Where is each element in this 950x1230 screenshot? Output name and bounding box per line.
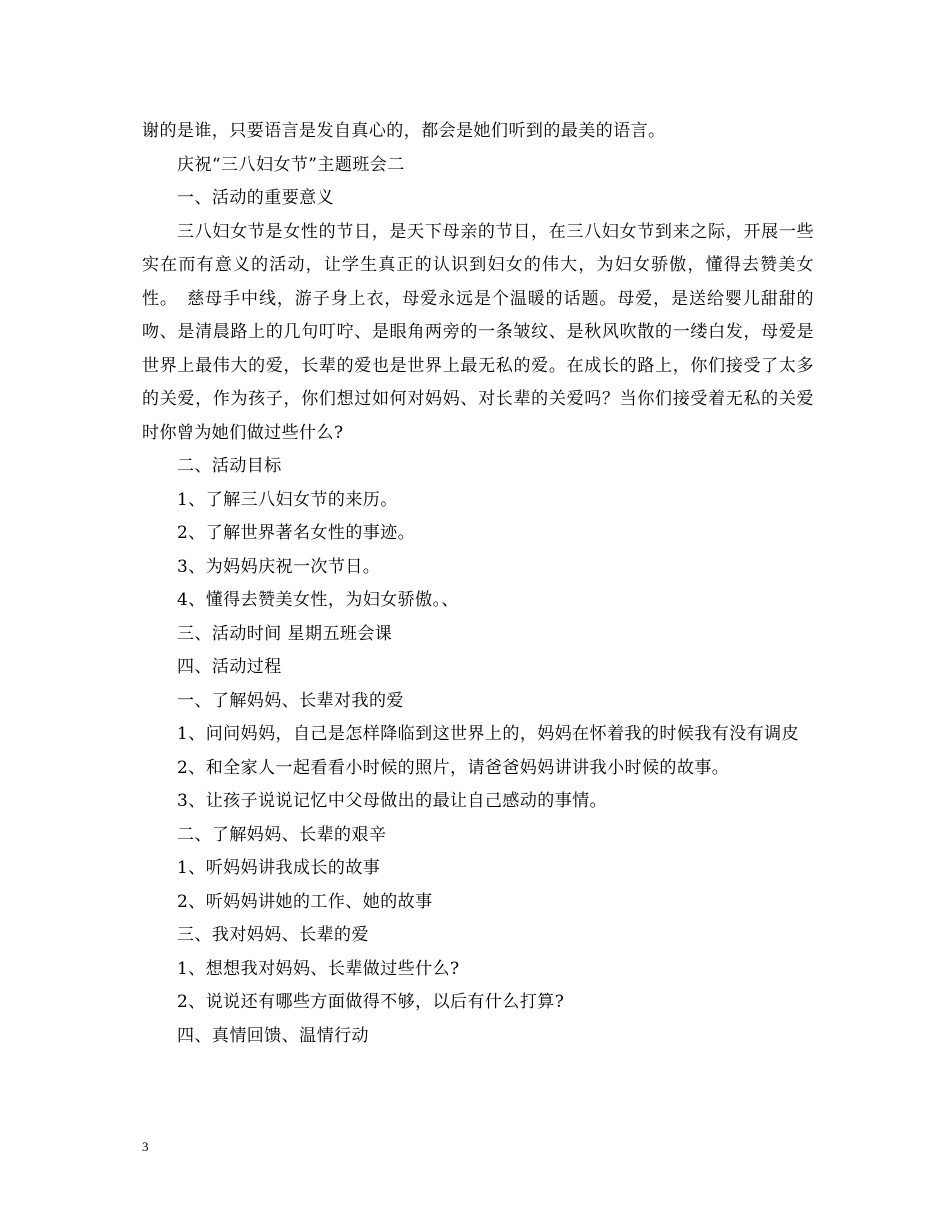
process-item: 2、和全家人一起看看小时候的照片，请爸爸妈妈讲讲我小时候的故事。 xyxy=(177,757,730,778)
heading-process: 四、活动过程 xyxy=(177,657,282,677)
heading-goals: 二、活动目标 xyxy=(177,456,282,476)
subheading-hardship: 二、了解妈妈、长辈的艰辛 xyxy=(177,824,387,845)
process-item: 1、想想我对妈妈、长辈做过些什么? xyxy=(177,958,460,979)
process-item: 3、让孩子说说记忆中父母做出的最让自己感动的事情。 xyxy=(177,791,608,811)
paragraph-significance: 三八妇女节是女性的节日，是天下母亲的节日，在三八妇女节到来之际，开展一些实在而有意义的活动，让学生真正的认识到妇女的伟大，为妇女骄傲，懂得去赞美女性。 慈母手中线，游子身上衣，母爱永远是个温暖的话题。母爱，是送给婴儿甜甜的吻、是清晨路上的几句叮咛、是眼角两旁的一条皱纹、是秋风吹散的一缕白发，母爱是世界上最伟大的爱，长辈的爱也是世界上最无私的爱。在成长的路上，你们接受了太多的关爱，作为孩子，你们想过如何对妈妈、对长辈的关爱吗？当你们接受着无私的关爱时你曾为她们做过些什么? xyxy=(142,221,814,443)
paragraph-continued: 谢的是谁，只要语言是发自真心的，都会是她们听到的最美的语言。 xyxy=(142,121,666,141)
document-body xyxy=(142,115,814,1053)
process-item: 1、问问妈妈，自己是怎样降临到这世界上的，妈妈在怀着我的时候我有没有调皮 xyxy=(177,724,800,744)
goal-item: 2、了解世界著名女性的事迹。 xyxy=(177,523,416,543)
goal-item: 4、懂得去赞美女性，为妇女骄傲。、 xyxy=(177,590,459,610)
goal-item: 1、了解三八妇女节的来历。 xyxy=(177,489,398,510)
page-number: 3 xyxy=(142,1139,149,1154)
process-item: 1、听妈妈讲我成长的故事 xyxy=(177,858,381,878)
heading-time: 三、活动时间 星期五班会课 xyxy=(177,623,393,644)
subheading-my-love: 三、我对妈妈、长辈的爱 xyxy=(177,925,369,945)
heading-significance: 一、活动的重要意义 xyxy=(177,188,335,208)
process-item: 2、说说还有哪些方面做得不够，以后有什么打算? xyxy=(177,992,565,1012)
subheading-feedback: 四、真情回馈、温情行动 xyxy=(177,1025,369,1046)
goal-item: 3、为妈妈庆祝一次节日。 xyxy=(177,556,381,577)
section-title: 庆祝“三八妇女节”主题班会二 xyxy=(177,154,405,175)
process-item: 2、听妈妈讲她的工作、她的故事 xyxy=(177,891,433,912)
subheading-love: 一、了解妈妈、长辈对我的爱 xyxy=(177,690,404,711)
